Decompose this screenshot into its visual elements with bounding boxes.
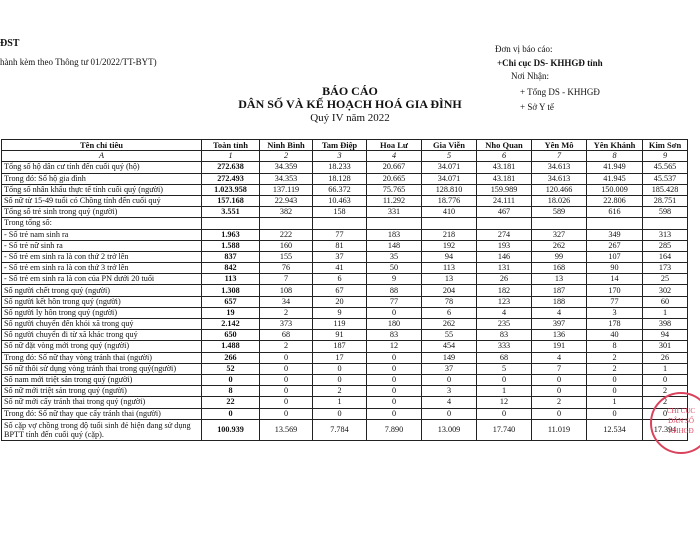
row-label: Số nữ đặt vòng mới trong quý (người) — [2, 341, 202, 352]
table-row — [2, 386, 688, 397]
table-cell: 17.394 — [643, 419, 688, 440]
row-label: Trong đó: Số nữ thay vòng tránh thai (người) — [2, 352, 202, 363]
table-cell: 6 — [422, 307, 477, 318]
table-cell: 34.071 — [422, 173, 477, 184]
column-header: Hoa Lư — [367, 140, 422, 151]
table-cell: 26 — [643, 352, 688, 363]
table-cell: 1 — [643, 363, 688, 374]
table-cell: 100.939 — [202, 419, 260, 440]
table-cell: 301 — [643, 341, 688, 352]
table-cell: 373 — [260, 319, 313, 330]
table-cell: 164 — [643, 251, 688, 262]
table-cell: 55 — [422, 330, 477, 341]
table-cell: 11.292 — [367, 195, 422, 206]
table-cell: 60 — [643, 296, 688, 307]
table-cell: 0 — [202, 408, 260, 419]
table-cell: 120.466 — [532, 184, 587, 195]
table-cell: 37 — [313, 251, 367, 262]
row-label: Số người chết trong quý (người) — [2, 285, 202, 296]
table-cell: 34 — [260, 296, 313, 307]
index-cell: 6 — [477, 151, 532, 162]
table-cell: 5 — [477, 363, 532, 374]
table-cell: 3.551 — [202, 207, 260, 218]
table-cell: 34.359 — [260, 162, 313, 173]
table-cell: 94 — [643, 330, 688, 341]
table-row — [2, 229, 688, 240]
table-cell: 24.111 — [477, 195, 532, 206]
table-cell — [643, 218, 688, 229]
table-cell: 17 — [313, 352, 367, 363]
table-cell: 2 — [643, 386, 688, 397]
table-cell: 113 — [202, 274, 260, 285]
table-cell: 1 — [477, 386, 532, 397]
table-cell: 150.009 — [587, 184, 643, 195]
table-cell: 4 — [532, 307, 587, 318]
legal-basis: hành kèm theo Thông tư 01/2022/TT-BYT) — [0, 57, 157, 67]
row-label: Số nữ từ 15-49 tuổi có Chồng tính đến cuối quý — [2, 195, 202, 206]
table-cell: 22.943 — [260, 195, 313, 206]
table-cell: 20.667 — [367, 162, 422, 173]
table-cell: 1.488 — [202, 341, 260, 352]
table-cell: 0 — [367, 374, 422, 385]
table-cell: 22.806 — [587, 195, 643, 206]
table-cell: 0 — [313, 374, 367, 385]
table-cell: 454 — [422, 341, 477, 352]
table-cell: 0 — [367, 363, 422, 374]
table-header-row — [2, 140, 688, 151]
table-cell: 35 — [367, 251, 422, 262]
table-cell: 262 — [422, 319, 477, 330]
table-cell: 18.026 — [532, 195, 587, 206]
table-cell: 11.019 — [532, 419, 587, 440]
table-row — [2, 319, 688, 330]
table-cell: 6 — [313, 274, 367, 285]
index-cell: 1 — [202, 151, 260, 162]
table-cell: 41 — [313, 263, 367, 274]
table-cell: 187 — [313, 341, 367, 352]
table-cell: 25 — [643, 274, 688, 285]
table-cell: 113 — [422, 263, 477, 274]
table-cell: 327 — [532, 229, 587, 240]
table-cell — [313, 218, 367, 229]
table-row — [2, 274, 688, 285]
table-cell: 0 — [532, 374, 587, 385]
table-cell: 0 — [643, 408, 688, 419]
table-cell: 22 — [202, 397, 260, 408]
table-cell: 349 — [587, 229, 643, 240]
table-cell: 136 — [532, 330, 587, 341]
table-row — [2, 195, 688, 206]
table-cell: 0 — [477, 374, 532, 385]
table-cell: 66.372 — [313, 184, 367, 195]
table-cell: 657 — [202, 296, 260, 307]
table-cell: 77 — [587, 296, 643, 307]
table-cell: 0 — [367, 307, 422, 318]
table-cell: 267 — [587, 240, 643, 251]
table-cell: 0 — [422, 374, 477, 385]
column-header: Nho Quan — [477, 140, 532, 151]
table-cell: 137.119 — [260, 184, 313, 195]
report-title: BÁO CÁO — [322, 84, 378, 98]
table-cell: 26 — [477, 274, 532, 285]
table-cell: 0 — [202, 374, 260, 385]
recipient-1: + Tổng DS - KHHGĐ — [520, 87, 600, 97]
table-cell: 13.009 — [422, 419, 477, 440]
table-row — [2, 162, 688, 173]
table-cell — [260, 218, 313, 229]
table-cell: 34.613 — [532, 173, 587, 184]
table-cell: 191 — [532, 341, 587, 352]
table-cell: 0 — [422, 408, 477, 419]
table-cell: 160 — [260, 240, 313, 251]
table-cell: 13 — [532, 274, 587, 285]
table-cell: 272.493 — [202, 173, 260, 184]
table-cell: 2 — [532, 397, 587, 408]
table-cell: 0 — [532, 386, 587, 397]
table-row — [2, 307, 688, 318]
table-cell: 50 — [367, 263, 422, 274]
table-cell: 2 — [587, 363, 643, 374]
index-cell: 4 — [367, 151, 422, 162]
table-cell: 43.181 — [477, 173, 532, 184]
table-cell: 81 — [313, 240, 367, 251]
table-cell: 7.890 — [367, 419, 422, 440]
table-row — [2, 285, 688, 296]
table-cell: 0 — [587, 408, 643, 419]
table-cell: 192 — [422, 240, 477, 251]
row-label: - Số trẻ em sinh ra là con của PN dưới 20 tuổi — [2, 274, 202, 285]
table-cell: 37 — [422, 363, 477, 374]
table-cell: 0 — [643, 374, 688, 385]
table-cell: 837 — [202, 251, 260, 262]
table-cell: 0 — [260, 386, 313, 397]
table-cell: 285 — [643, 240, 688, 251]
row-label: - Số trẻ nam sinh ra — [2, 229, 202, 240]
table-cell: 13 — [422, 274, 477, 285]
table-cell: 398 — [643, 319, 688, 330]
table-cell: 2 — [643, 397, 688, 408]
table-row — [2, 330, 688, 341]
table-cell: 20 — [313, 296, 367, 307]
table-cell: 123 — [477, 296, 532, 307]
table-cell: 108 — [260, 285, 313, 296]
table-cell: 12 — [477, 397, 532, 408]
table-cell: 18.233 — [313, 162, 367, 173]
table-cell: 0 — [367, 408, 422, 419]
table-cell: 45.537 — [643, 173, 688, 184]
official-seal: CHI CỤC DÂN SỐ KHHGĐ — [650, 392, 700, 454]
table-cell: 88 — [367, 285, 422, 296]
table-cell: 0 — [367, 386, 422, 397]
table-cell: 193 — [477, 240, 532, 251]
table-cell: 187 — [532, 285, 587, 296]
organization-label: ĐST — [0, 38, 20, 49]
table-cell: 1 — [643, 307, 688, 318]
table-cell: 2 — [260, 341, 313, 352]
table-cell: 182 — [477, 285, 532, 296]
table-cell: 14 — [587, 274, 643, 285]
table-cell: 158 — [313, 207, 367, 218]
table-cell: 34.071 — [422, 162, 477, 173]
recipient-2: + Sở Y tế — [520, 102, 554, 112]
row-label: - Số trẻ em sinh ra là con thứ 2 trở lên — [2, 251, 202, 262]
table-cell: 2 — [260, 307, 313, 318]
table-cell: 8 — [202, 386, 260, 397]
table-cell: 94 — [422, 251, 477, 262]
row-label: Số người kết hôn trong quý (người) — [2, 296, 202, 307]
table-cell: 2.142 — [202, 319, 260, 330]
table-cell: 4 — [532, 352, 587, 363]
table-cell: 19 — [202, 307, 260, 318]
table-cell: 313 — [643, 229, 688, 240]
row-label: Số nữ mới cấy tránh thai trong quý (người) — [2, 397, 202, 408]
table-cell: 382 — [260, 207, 313, 218]
table-cell: 272.638 — [202, 162, 260, 173]
table-cell: 131 — [477, 263, 532, 274]
table-row — [2, 263, 688, 274]
table-cell: 45.565 — [643, 162, 688, 173]
column-header: Ninh Bình — [260, 140, 313, 151]
table-cell: 0 — [367, 397, 422, 408]
table-cell: 1.308 — [202, 285, 260, 296]
table-cell: 28.751 — [643, 195, 688, 206]
table-cell: 2 — [313, 386, 367, 397]
table-row — [2, 397, 688, 408]
table-cell: 128.810 — [422, 184, 477, 195]
table-cell: 589 — [532, 207, 587, 218]
table-cell: 185.428 — [643, 184, 688, 195]
table-cell: 842 — [202, 263, 260, 274]
table-cell: 183 — [367, 229, 422, 240]
table-row — [2, 207, 688, 218]
table-cell: 90 — [587, 263, 643, 274]
index-cell: A — [2, 151, 202, 162]
table-cell: 467 — [477, 207, 532, 218]
row-label: Trong tổng số: — [2, 218, 202, 229]
table-cell: 266 — [202, 352, 260, 363]
table-cell: 155 — [260, 251, 313, 262]
reporting-unit-label: Đơn vị báo cáo: — [495, 44, 553, 54]
table-cell: 78 — [422, 296, 477, 307]
column-header: Tam Điệp — [313, 140, 367, 151]
table-cell: 204 — [422, 285, 477, 296]
table-cell: 331 — [367, 207, 422, 218]
table-cell: 218 — [422, 229, 477, 240]
index-cell: 7 — [532, 151, 587, 162]
table-cell: 0 — [260, 352, 313, 363]
row-label: - Số trẻ em sinh ra là con thứ 3 trở lên — [2, 263, 202, 274]
table-cell: 180 — [367, 319, 422, 330]
table-row — [2, 352, 688, 363]
table-cell: 83 — [367, 330, 422, 341]
table-cell: 40 — [587, 330, 643, 341]
table-row — [2, 240, 688, 251]
row-label: Số người chuyển đi từ xã khác trong quý — [2, 330, 202, 341]
table-cell: 397 — [532, 319, 587, 330]
row-label: Tổng số nhân khẩu thực tế tính cuối quý (người) — [2, 184, 202, 195]
table-cell: 41.945 — [587, 173, 643, 184]
table-row — [2, 408, 688, 419]
table-cell: 68 — [260, 330, 313, 341]
row-label: Số cặp vợ chồng trong độ tuổi sinh đẻ hiện đang sử dụng BPTT tính đến cuối quý (cặp). — [2, 419, 202, 440]
table-cell: 12.534 — [587, 419, 643, 440]
column-header: Tên chỉ tiêu — [2, 140, 202, 151]
column-header: Yên Mô — [532, 140, 587, 151]
row-label: Số nữ thôi sử dụng vòng tránh thai trong quý(người) — [2, 363, 202, 374]
table-cell: 75.765 — [367, 184, 422, 195]
table-cell: 0 — [477, 408, 532, 419]
table-cell: 1 — [587, 397, 643, 408]
table-cell: 34.613 — [532, 162, 587, 173]
population-table — [1, 139, 688, 441]
table-cell: 77 — [367, 296, 422, 307]
table-cell: 0 — [367, 352, 422, 363]
table-cell: 0 — [313, 363, 367, 374]
table-cell: 157.168 — [202, 195, 260, 206]
table-cell: 18.776 — [422, 195, 477, 206]
table-cell: 3 — [587, 307, 643, 318]
table-row — [2, 419, 688, 440]
table-cell: 262 — [532, 240, 587, 251]
table-cell: 159.989 — [477, 184, 532, 195]
row-label: Trong đó: Số hộ gia đình — [2, 173, 202, 184]
table-cell: 8 — [587, 341, 643, 352]
table-cell: 616 — [587, 207, 643, 218]
table-cell: 17.740 — [477, 419, 532, 440]
table-cell: 9 — [367, 274, 422, 285]
table-cell — [367, 218, 422, 229]
table-cell — [202, 218, 260, 229]
table-cell: 1.588 — [202, 240, 260, 251]
report-subtitle: DÂN SỐ VÀ KẾ HOẠCH HOÁ GIA ĐÌNH — [238, 97, 462, 111]
row-label: Số nữ mới triệt sản trong quý (người) — [2, 386, 202, 397]
table-cell: 4 — [477, 307, 532, 318]
table-cell: 107 — [587, 251, 643, 262]
table-cell: 68 — [477, 352, 532, 363]
table-cell: 9 — [313, 307, 367, 318]
table-cell: 235 — [477, 319, 532, 330]
table-cell: 146 — [477, 251, 532, 262]
table-cell: 10.463 — [313, 195, 367, 206]
table-cell: 148 — [367, 240, 422, 251]
table-cell: 170 — [587, 285, 643, 296]
table-cell: 0 — [313, 408, 367, 419]
table-cell — [587, 218, 643, 229]
index-cell: 3 — [313, 151, 367, 162]
index-cell: 9 — [643, 151, 688, 162]
table-cell: 119 — [313, 319, 367, 330]
table-cell: 91 — [313, 330, 367, 341]
table-cell: 76 — [260, 263, 313, 274]
table-row — [2, 173, 688, 184]
column-header: Toàn tỉnh — [202, 140, 260, 151]
table-cell: 12 — [367, 341, 422, 352]
table-cell: 0 — [260, 397, 313, 408]
table-cell: 188 — [532, 296, 587, 307]
table-row — [2, 296, 688, 307]
table-body — [2, 151, 688, 441]
table-cell: 650 — [202, 330, 260, 341]
column-header: Gia Viễn — [422, 140, 477, 151]
index-cell: 8 — [587, 151, 643, 162]
table-cell: 3 — [422, 386, 477, 397]
table-cell: 168 — [532, 263, 587, 274]
table-cell: 0 — [260, 363, 313, 374]
table-row — [2, 374, 688, 385]
row-label: Trong đó: Số nữ thay que cấy tránh thai (người) — [2, 408, 202, 419]
table-cell: 13.569 — [260, 419, 313, 440]
table-cell: 67 — [313, 285, 367, 296]
table-cell: 410 — [422, 207, 477, 218]
table-cell — [422, 218, 477, 229]
table-cell: 83 — [477, 330, 532, 341]
table-cell: 0 — [532, 408, 587, 419]
table-row — [2, 341, 688, 352]
column-header: Kim Sơn — [643, 140, 688, 151]
column-header: Yên Khánh — [587, 140, 643, 151]
table-cell: 149 — [422, 352, 477, 363]
table-cell: 7 — [260, 274, 313, 285]
table-cell: 333 — [477, 341, 532, 352]
row-label: - Số trẻ nữ sinh ra — [2, 240, 202, 251]
index-cell: 2 — [260, 151, 313, 162]
table-cell: 1.023.958 — [202, 184, 260, 195]
table-cell: 1.963 — [202, 229, 260, 240]
row-label: Số nam mới triệt sản trong quý (người) — [2, 374, 202, 385]
table-cell: 18.128 — [313, 173, 367, 184]
index-row — [2, 151, 688, 162]
report-period: Quý IV năm 2022 — [310, 112, 390, 124]
index-cell: 5 — [422, 151, 477, 162]
table-cell: 178 — [587, 319, 643, 330]
table-cell: 1 — [313, 397, 367, 408]
table-cell: 0 — [587, 374, 643, 385]
table-cell — [477, 218, 532, 229]
table-cell: 222 — [260, 229, 313, 240]
table-cell: 0 — [260, 374, 313, 385]
row-label: Số người chuyển đến khỏi xã trong quý — [2, 319, 202, 330]
table-row — [2, 218, 688, 229]
table-cell — [532, 218, 587, 229]
reporting-unit: +Chi cục DS- KHHGĐ tỉnh — [497, 58, 603, 68]
table-cell: 4 — [422, 397, 477, 408]
table-cell: 302 — [643, 285, 688, 296]
table-cell: 598 — [643, 207, 688, 218]
table-cell: 2 — [587, 352, 643, 363]
table-cell: 41.949 — [587, 162, 643, 173]
table-cell: 7 — [532, 363, 587, 374]
table-cell: 20.665 — [367, 173, 422, 184]
table-cell: 43.181 — [477, 162, 532, 173]
table-cell: 52 — [202, 363, 260, 374]
table-cell: 0 — [260, 408, 313, 419]
table-cell: 34.353 — [260, 173, 313, 184]
table-cell: 7.784 — [313, 419, 367, 440]
table-cell: 173 — [643, 263, 688, 274]
row-label: Tổng số trẻ sinh trong quý (người) — [2, 207, 202, 218]
table-row — [2, 251, 688, 262]
recipient-label: Nơi Nhận: — [511, 71, 550, 81]
row-label: Số người ly hôn trong quý (người) — [2, 307, 202, 318]
table-row — [2, 363, 688, 374]
table-cell: 99 — [532, 251, 587, 262]
table-cell: 274 — [477, 229, 532, 240]
row-label: Tổng số hộ dân cư tính đến cuối quý (hộ) — [2, 162, 202, 173]
table-row — [2, 184, 688, 195]
table-cell: 77 — [313, 229, 367, 240]
table-cell: 0 — [587, 386, 643, 397]
